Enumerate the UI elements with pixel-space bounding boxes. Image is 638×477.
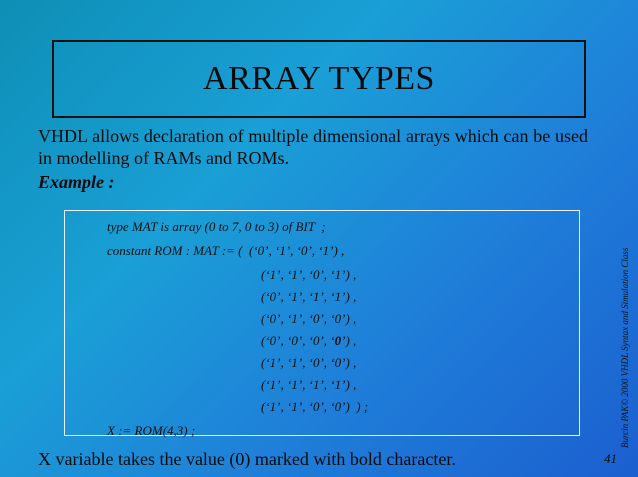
code-type-declaration: type MAT is array (0 to 7, 0 to 3) of BIT ; [107,219,326,234]
code-row: (‘1’, ‘1’, ‘0’, ‘0’) , [261,355,357,370]
code-row-prefix: (‘0’, ‘0’, ‘0’, ‘ [261,333,335,348]
side-credit: Burcin PAK© 2000 VHDL Syntax and Simulation Class [620,247,630,448]
code-assignment: X := ROM(4,3) ; [107,423,196,438]
code-row: (‘1’, ‘1’, ‘0’, ‘0’) ) ; [261,399,369,414]
code-constant-declaration: constant ROM : MAT := ( (‘0’, ‘1’, ‘0’, ‘1’) , [107,243,345,258]
bold-character: 0 [334,333,342,348]
code-row-highlighted [261,333,356,349]
code-box [64,210,580,436]
example-label: Example : [38,172,115,192]
title-box [52,40,586,118]
intro-paragraph: VHDL allows declaration of multiple dimensional arrays which can be used in modelling of RAMs and ROMs. [38,126,588,168]
code-row: (‘0’, ‘1’, ‘1’, ‘1’) , [261,289,357,304]
code-row: (‘0’, ‘1’, ‘0’, ‘0’) , [261,311,357,326]
page-number: 41 [604,451,617,466]
code-row: (‘1’, ‘1’, ‘0’, ‘1’) , [261,267,357,282]
footer-text: X variable takes the value (0) marked with bold character. [38,449,456,469]
code-row: (‘1’, ‘1’, ‘1’, ‘1’) , [261,377,357,392]
code-row-suffix: ’) , [341,333,357,348]
slide-title: ARRAY TYPES [203,60,435,97]
